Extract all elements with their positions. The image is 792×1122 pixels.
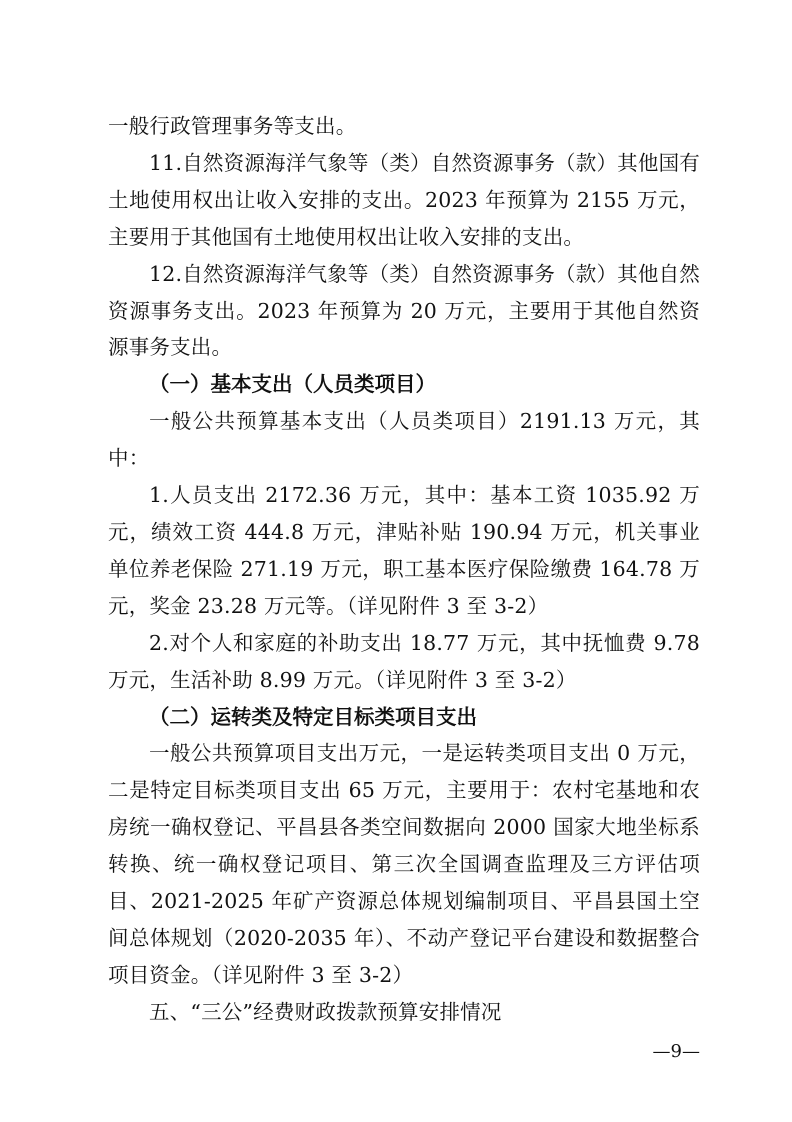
paragraph-basic-expenditure-summary: 一般公共预算基本支出（人员类项目）2191.13 万元，其中： — [108, 409, 700, 471]
page-number: —9— — [652, 1041, 700, 1062]
paragraph-item-12: 12.自然资源海洋气象等（类）自然资源事务（款）其他自然资源事务支出。2023 年预算为 20 万元，主要用于其他自然资源事务支出。 — [108, 261, 700, 360]
section-heading-basic-expenditure: （一）基本支出（人员类项目） — [149, 372, 436, 397]
section-heading-three-public-expenses: 五、“三公”经费财政拨款预算安排情况 — [149, 999, 502, 1024]
document-body — [108, 108, 700, 1031]
paragraph-personnel-expenditure: 1.人员支出 2172.36 万元，其中：基本工资 1035.92 万元，绩效工资 444.8 万元，津贴补贴 190.94 万元，机关事业单位养老保险 271.19 万元，职工基本医疗保险缴费 164.78 万元，奖金 23.28 万元等。（详见附件 3 至 3-2） — [108, 483, 700, 618]
paragraph-item-11: 11.自然资源海洋气象等（类）自然资源事务（款）其他国有土地使用权出让收入安排的支出。2023 年预算为 2155 万元，主要用于其他国有土地使用权出让收入安排的支出。 — [108, 150, 700, 249]
paragraph-household-subsidy: 2.对个人和家庭的补助支出 18.77 万元，其中抚恤费 9.78 万元，生活补助 8.99 万元。（详见附件 3 至 3-2） — [108, 630, 700, 692]
paragraph-continuation: 一般行政管理事务等支出。 — [108, 114, 357, 138]
paragraph-project-expenditure: 一般公共预算项目支出万元，一是运转类项目支出 0 万元，二是特定目标类项目支出 65 万元，主要用于：农村宅基地和农房统一确权登记、平昌县各类空间数据向 2000 国家大地坐标系转换、统一确权登记项目、第三次全国调查监理及三方评估项目、2021-2025 年矿产资源总体规划编制项目、平昌县国土空间总体规划（2020-2035 年）、不动产登记平台建设和数据整合项目资金。（详见附件 3 至 3-2） — [108, 741, 700, 987]
section-heading-project-expenditure: （二）运转类及特定目标类项目支出 — [149, 704, 477, 729]
